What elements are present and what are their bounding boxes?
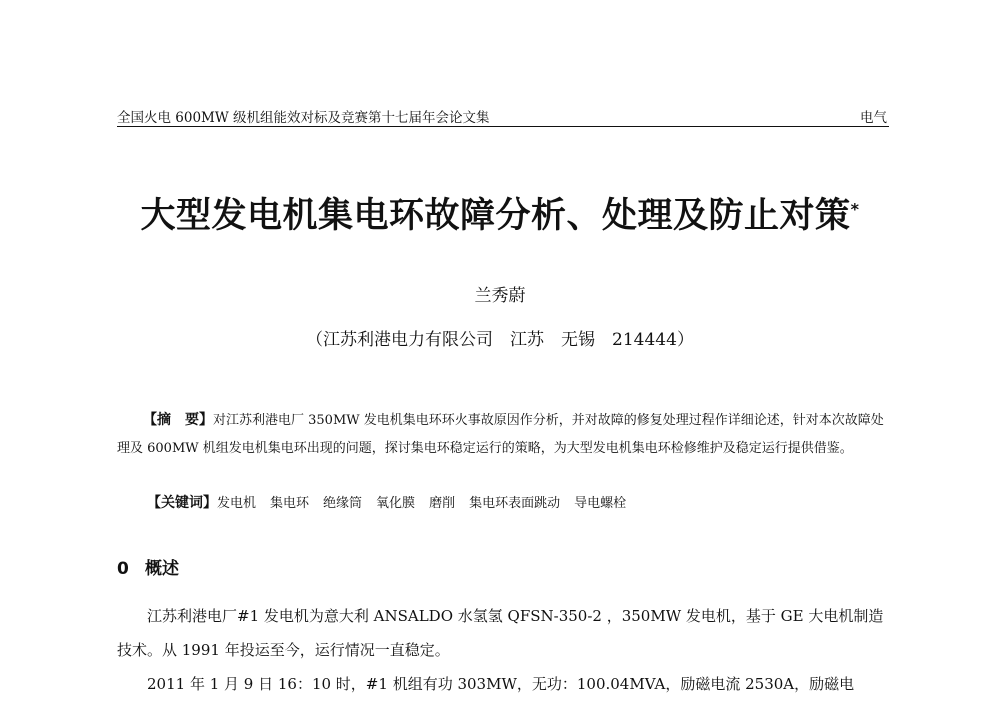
keywords (147, 492, 640, 512)
keyword: 发电机 (217, 496, 257, 511)
keyword: 集电环表面跳动 (469, 496, 561, 511)
section-category: 电气 (860, 110, 887, 126)
body-paragraph: 江苏利港电厂#1 发电机为意大利 ANSALDO 水氢氢 QFSN-350-2 ，350MW 发电机，基于 GE 大电机制造技术。从 1991 年投运至今，运行情况一直稳定。 (117, 607, 884, 659)
section-number: 0 (117, 559, 129, 579)
keyword: 氧化膜 (376, 496, 416, 511)
paper-title (0, 188, 1000, 238)
abstract-text: 对江苏利港电厂 350MW 发电机集电环环火事故原因作分析，并对故障的修复处理过程作详细论述，针对本次故障处理及 600MW 机组发电机集电环出现的问题，探讨集电环稳定运行的策略，为大型发电机集电环检修维护及稳定运行提供借鉴。 (117, 413, 884, 456)
abstract (117, 406, 889, 463)
section-heading (117, 554, 179, 579)
proceedings-title: 全国火电 600MW 级机组能效对标及竞赛第十七届年会论文集 (117, 110, 490, 126)
body-text (117, 599, 889, 701)
section-title: 概述 (145, 559, 179, 579)
body-paragraph: 2011 年 1 月 9 日 16：10 时，#1 机组有功 303MW，无功：100.04MVA，励磁电流 2530A，励磁电 (147, 675, 855, 693)
author-name: 兰秀蔚 (474, 286, 526, 306)
paper-title-text: 大型发电机集电环故障分析、处理及防止对策 (140, 196, 851, 236)
running-header (117, 104, 889, 127)
keyword: 导电螺栓 (574, 496, 627, 511)
abstract-label: 【摘 要】 (143, 412, 213, 428)
abstract-paragraph (117, 406, 889, 463)
keywords-label: 【关键词】 (147, 495, 217, 511)
keyword: 集电环 (270, 496, 310, 511)
keyword: 绝缘筒 (323, 496, 363, 511)
title-footnote-mark: * (850, 199, 860, 219)
keyword: 磨削 (429, 496, 456, 511)
author-affiliation: （江苏利港电力有限公司 江苏 无锡 214444） (306, 330, 694, 350)
